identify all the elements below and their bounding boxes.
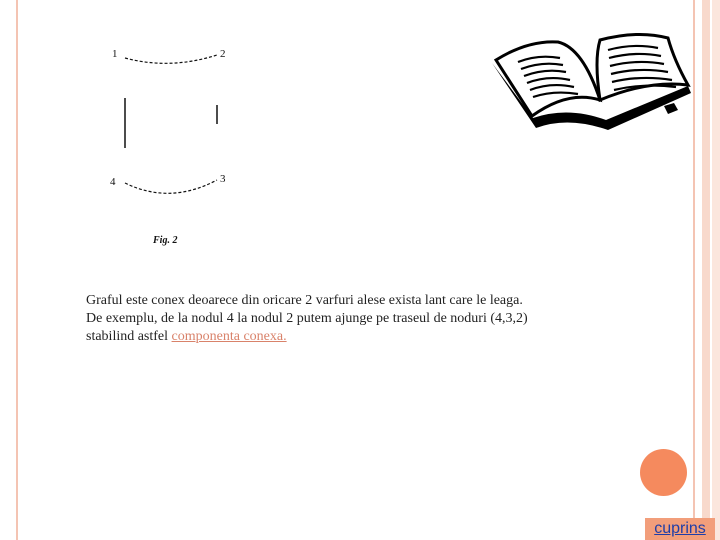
figure-caption: Fig. 2 [153, 235, 178, 246]
body-line-prefix: stabilind astfel [86, 329, 172, 344]
body-text [86, 292, 626, 346]
body-line: Graful este conex deoarece din oricare 2 varfuri alese exista lant care le leaga. [86, 293, 523, 308]
orange-circle-icon [640, 449, 687, 496]
decor-stripe [702, 0, 710, 540]
body-line: De exemplu, de la nodul 4 la nodul 2 putem ajunge pe traseul de noduri (4,3,2) [86, 311, 528, 326]
decor-stripe [712, 0, 720, 540]
edge-4-3 [125, 180, 217, 193]
edge-1-2 [125, 55, 217, 63]
node-label-2: 2 [220, 48, 226, 60]
componenta-conexa-link[interactable]: componenta conexa. [171, 329, 287, 344]
body-line [86, 328, 626, 346]
open-book-icon [488, 30, 694, 134]
node-label-4: 4 [110, 176, 116, 188]
node-label-1: 1 [112, 48, 118, 60]
graph-drawing [100, 40, 240, 210]
node-label-3: 3 [220, 173, 226, 185]
graph-figure [100, 40, 240, 210]
cuprins-button[interactable]: cuprins [645, 518, 715, 540]
